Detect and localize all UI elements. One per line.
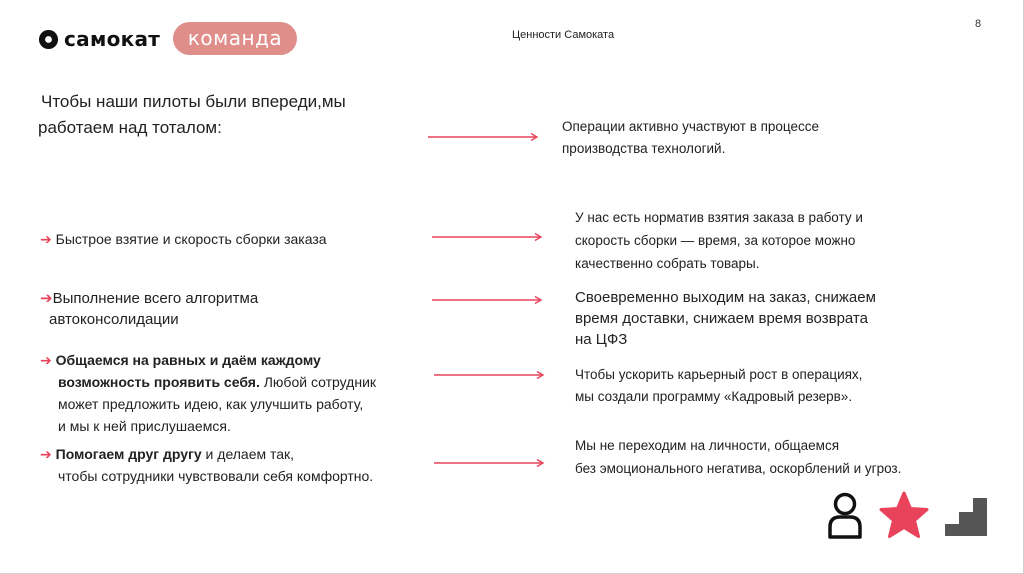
bullet-arrow-icon: ➔	[40, 352, 52, 368]
right-item-2-line-3: качественно собрать товары.	[575, 256, 760, 271]
right-item-2-line-2: скорость сборки — время, за которое можно	[575, 233, 856, 248]
arrow-icon	[432, 295, 544, 305]
logo-text: самокат	[64, 27, 161, 51]
arrow-icon	[428, 132, 540, 142]
arrow-icon	[434, 370, 546, 380]
right-item-1	[562, 116, 819, 160]
left-item-1-text: Быстрое взятие и скорость сборки заказа	[55, 231, 327, 247]
icon-row	[826, 491, 990, 539]
arrow-icon	[432, 232, 544, 242]
left-item-3-line-3: может предложить идею, как улучшить работу,	[58, 396, 364, 412]
stairs-icon	[942, 493, 990, 537]
left-item-3-bold-2: возможность проявить себя.	[58, 374, 260, 390]
right-item-4-line-1: Чтобы ускорить карьерный рост в операциях,	[575, 367, 863, 382]
left-item-3-line-4: и мы к ней прислушаемся.	[58, 418, 231, 434]
main-heading	[38, 89, 346, 141]
right-item-1-line-1: Операции активно участвуют в процессе	[562, 119, 820, 134]
left-item-3	[40, 349, 376, 437]
right-item-4-line-2: мы создали программу «Кадровый резерв».	[575, 389, 853, 404]
left-item-1	[40, 228, 327, 250]
left-item-2-line-1: Выполнение всего алгоритма	[52, 290, 259, 307]
right-item-3-line-2: время доставки, снижаем время возврата	[575, 310, 868, 327]
header-title: Ценности Самоката	[512, 29, 615, 41]
heading-line-2: работаем над тоталом:	[38, 118, 222, 137]
person-icon	[826, 491, 864, 539]
logo-mark-icon	[38, 29, 59, 50]
logo	[38, 27, 160, 51]
bullet-arrow-icon: ➔	[40, 231, 52, 247]
left-item-2-line-2: автоконсолидации	[49, 311, 179, 328]
bullet-arrow-icon: ➔	[40, 446, 52, 462]
left-item-4	[40, 443, 373, 487]
right-item-3-line-3: на ЦФЗ	[575, 331, 628, 348]
left-item-2	[40, 288, 258, 330]
heading-line-1: Чтобы наши пилоты были впереди,мы	[41, 92, 346, 111]
right-item-2	[575, 206, 863, 275]
right-item-4	[575, 364, 862, 408]
right-item-5-line-2: без эмоционального негатива, оскорблений и угроз.	[575, 461, 902, 476]
right-item-5	[575, 434, 901, 480]
right-item-3-line-1: Своевременно выходим на заказ, снижаем	[575, 289, 876, 306]
right-item-1-line-2: производства технологий.	[562, 141, 726, 156]
right-item-5-line-1: Мы не переходим на личности, общаемся	[575, 438, 840, 453]
left-item-4-rest-1: и делаем так,	[201, 446, 295, 462]
arrow-icon	[434, 458, 546, 468]
right-item-3	[575, 287, 876, 350]
star-icon	[878, 491, 930, 539]
left-item-4-line-2: чтобы сотрудники чувствовали себя комфортно.	[58, 468, 374, 484]
right-item-2-line-1: У нас есть норматив взятия заказа в работу и	[575, 210, 863, 225]
left-item-3-bold-1: Общаемся на равных и даём каждому	[55, 352, 321, 368]
left-item-4-bold: Помогаем друг другу	[55, 446, 202, 462]
left-item-3-rest-2: Любой сотрудник	[259, 374, 377, 390]
team-badge: команда	[173, 22, 297, 55]
bullet-arrow-icon: ➔	[40, 290, 53, 307]
page-number: 8	[975, 18, 982, 30]
